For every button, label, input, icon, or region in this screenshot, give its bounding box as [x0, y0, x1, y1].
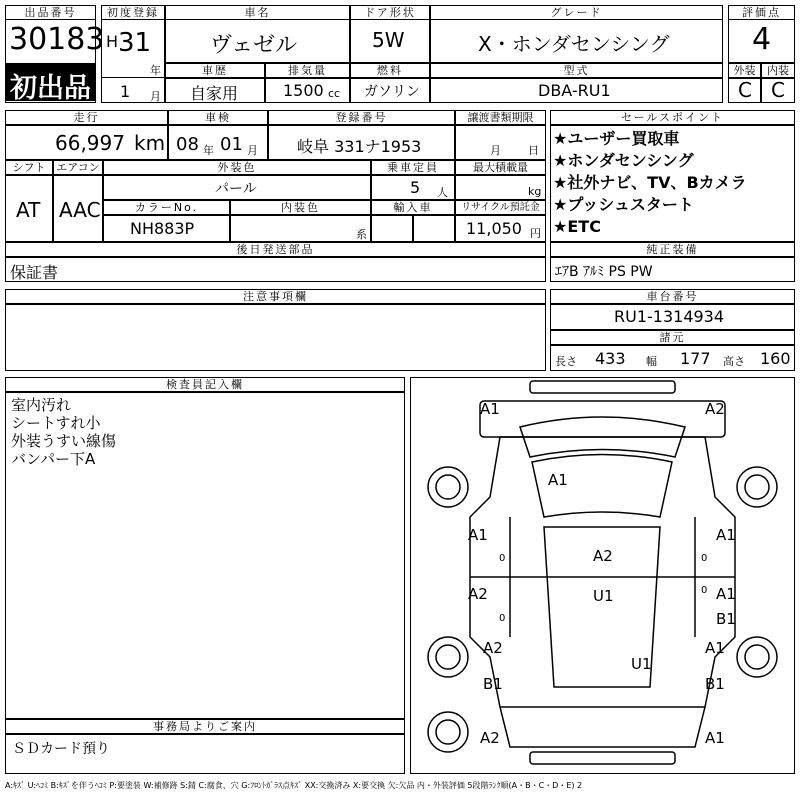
mark-fr-door: A1 — [716, 526, 736, 544]
inspector-line-2: シートすれ小 — [11, 414, 101, 432]
car-name-label: 車名 — [165, 5, 350, 20]
spare-wheel-shape — [428, 712, 468, 752]
later-parts-box — [5, 257, 546, 282]
displacement-label: 排気量 — [265, 63, 350, 78]
color-value: パール — [215, 181, 257, 197]
mileage-value: 66,997 — [55, 131, 125, 155]
inspector-line-1: 室内汚れ — [11, 396, 72, 414]
selling-point-3: ★社外ナビ、TV、Bカメラ — [553, 173, 747, 192]
door-label: ドア形状 — [350, 5, 430, 20]
color-no-value: NH883P — [130, 219, 195, 238]
ext-value: C — [738, 78, 752, 102]
wheel-rr-shape — [737, 637, 777, 677]
capacity-unit: 人 — [437, 186, 448, 199]
mark-trunk: U1 — [631, 655, 652, 673]
ext-label: 外装 — [728, 63, 761, 78]
mark-roof: A2 — [593, 547, 613, 565]
rear-shape — [500, 707, 705, 747]
len-value: 433 — [595, 349, 626, 368]
insp-month: 01 — [220, 134, 243, 155]
dims-box — [550, 345, 795, 371]
history-value: 自家用 — [190, 84, 239, 103]
inspector-label: 検査員記入欄 — [5, 377, 405, 392]
mark-rl-fender: A2 — [483, 639, 503, 657]
wid-value: 177 — [680, 349, 711, 368]
import-box-b — [413, 215, 455, 242]
int-value: C — [771, 78, 785, 102]
front-bumper-shape — [530, 381, 675, 393]
mark-rr-door: A1 — [716, 585, 736, 603]
wheel-fl-shape — [428, 467, 468, 507]
mark-zero-1: 0 — [499, 553, 506, 564]
front-panel-shape — [480, 401, 725, 437]
model-label: 型式 — [430, 63, 723, 78]
hgt-label: 高さ — [723, 355, 745, 368]
len-label: 長さ — [555, 355, 577, 368]
notes-label: 注意事項欄 — [5, 289, 546, 304]
shift-value: AT — [16, 198, 41, 222]
import-label: 輸入車 — [371, 200, 455, 215]
mark-zero-3: 0 — [499, 613, 506, 624]
mark-roof-u: U1 — [593, 587, 614, 605]
mark-rr-fender-b: B1 — [705, 675, 725, 693]
chassis-label: 車台番号 — [550, 289, 795, 304]
office-label: 事務局よりご案内 — [5, 719, 405, 734]
score-label: 評価点 — [728, 5, 795, 20]
rear-bumper-shape — [530, 752, 675, 764]
chassis-value: RU1-1314934 — [614, 307, 725, 326]
first-listing-text: 初出品 — [10, 73, 91, 104]
first-reg-label: 初度登録 — [101, 5, 165, 20]
displacement-value: 1500 — [283, 81, 324, 100]
mark-rr-door-b: B1 — [716, 610, 736, 628]
office-value: ＳＤカード預り — [12, 741, 110, 757]
reg-month: 1 — [120, 82, 131, 101]
car-diagram — [410, 377, 795, 774]
recycle-unit: 円 — [530, 227, 541, 240]
color-no-label: カラーNo. — [103, 200, 230, 215]
score-value: 4 — [752, 22, 772, 57]
mark-zero-2: 0 — [701, 553, 708, 564]
reg-number: 岐阜 331ナ1953 — [297, 137, 422, 156]
selling-point-1: ★ユーザー買取車 — [553, 129, 680, 148]
model-value: DBA-RU1 — [538, 81, 611, 100]
mileage-unit: km — [134, 131, 166, 155]
later-parts-value: 保証書 — [10, 263, 59, 282]
selling-point-4: ★プッシュスタート — [553, 195, 694, 214]
lot-number: 30183 — [9, 22, 105, 57]
legend: A:ｷｽﾞ U:ﾍｺﾐ B:ｷｽﾞを伴うﾍｺﾐ P:要塗装 W:補修跡 S:錆 C:腐食、穴 G:ﾌﾛﾝﾄｶﾞﾗｽ点ｷｽﾞ XX:交換済み X:要交換 欠:欠品 内・外装評価 5段階ﾗﾝｸ順(A・B・C・D・E) 2 — [5, 781, 583, 790]
ac-label: エアコン — [53, 160, 103, 175]
reg-label: 登録番号 — [268, 110, 455, 125]
mark-rl-fender-b: B1 — [483, 675, 503, 693]
month-unit: 月 — [150, 90, 161, 103]
hgt-value: 160 — [760, 349, 791, 368]
int-color-label: 内装色 — [230, 200, 371, 215]
notes-box — [5, 304, 546, 371]
mark-rr-fender: A1 — [705, 639, 725, 657]
era: H — [106, 32, 119, 51]
ac-value: AAC — [59, 198, 101, 222]
later-parts-label: 後日発送部品 — [5, 242, 546, 257]
selling-point-5: ★ETC — [553, 217, 601, 236]
load-unit: kg — [528, 185, 542, 198]
year-unit: 年 — [150, 64, 161, 77]
transfer-month: 月 — [490, 144, 501, 157]
transfer-day: 日 — [528, 144, 539, 157]
reg-year: 31 — [118, 28, 152, 58]
selling-point-2: ★ホンダセンシング — [553, 151, 694, 170]
inspector-line-4: バンパー下A — [11, 450, 96, 468]
capacity-label: 乗車定員 — [371, 160, 455, 175]
lot-label: 出品番号 — [5, 5, 96, 20]
transfer-label: 譲渡書類期限 — [455, 110, 546, 125]
wheel-rl-shape — [428, 637, 468, 677]
load-label: 最大積載量 — [455, 160, 546, 175]
mark-top-right: A2 — [705, 400, 725, 418]
mileage-label: 走行 — [5, 110, 168, 125]
grade-value: X・ホンダセンシング — [478, 32, 670, 56]
color-label: 外装色 — [103, 160, 371, 175]
insp-month-unit: 月 — [247, 144, 258, 157]
mark-fl-door: A1 — [468, 526, 488, 544]
insp-year-unit: 年 — [203, 144, 214, 157]
inspection-label: 車検 — [168, 110, 268, 125]
capacity-value: 5 — [410, 178, 421, 197]
selling-points-label: セールスポイント — [550, 110, 795, 125]
fuel-label: 燃料 — [350, 63, 430, 78]
recycle-label: リサイクル預託金 — [455, 200, 546, 215]
equipment-value: ｴｱB ｱﾙﾐ PS PW — [555, 264, 653, 280]
int-label: 内装 — [761, 63, 795, 78]
car-name: ヴェゼル — [210, 33, 298, 58]
mark-bottom-left: A2 — [480, 729, 500, 747]
history-label: 車歴 — [165, 63, 265, 78]
insp-year: 08 — [176, 134, 199, 155]
shift-label: シフト — [5, 160, 53, 175]
recycle-value: 11,050 — [466, 219, 522, 238]
mark-bottom-right: A1 — [705, 729, 725, 747]
mark-zero-4: 0 — [701, 585, 708, 596]
mark-top-left: A1 — [480, 400, 500, 418]
door-value: 5W — [372, 28, 405, 52]
inspector-line-3: 外装うすい線傷 — [11, 432, 117, 450]
dims-label: 諸元 — [550, 330, 795, 345]
fuel-value: ガソリン — [364, 84, 420, 100]
grade-label: グレード — [430, 5, 723, 20]
inspector-box — [5, 392, 405, 719]
mark-rl-door: A2 — [468, 585, 488, 603]
import-box-a — [371, 215, 413, 242]
int-color-box — [230, 215, 371, 242]
wid-label: 幅 — [646, 355, 657, 368]
int-color-suffix: 系 — [356, 228, 367, 241]
wheel-fr-shape — [737, 467, 777, 507]
equipment-label: 純正装備 — [550, 242, 795, 257]
displacement-unit: cc — [328, 87, 341, 100]
mark-hood: A1 — [548, 471, 568, 489]
